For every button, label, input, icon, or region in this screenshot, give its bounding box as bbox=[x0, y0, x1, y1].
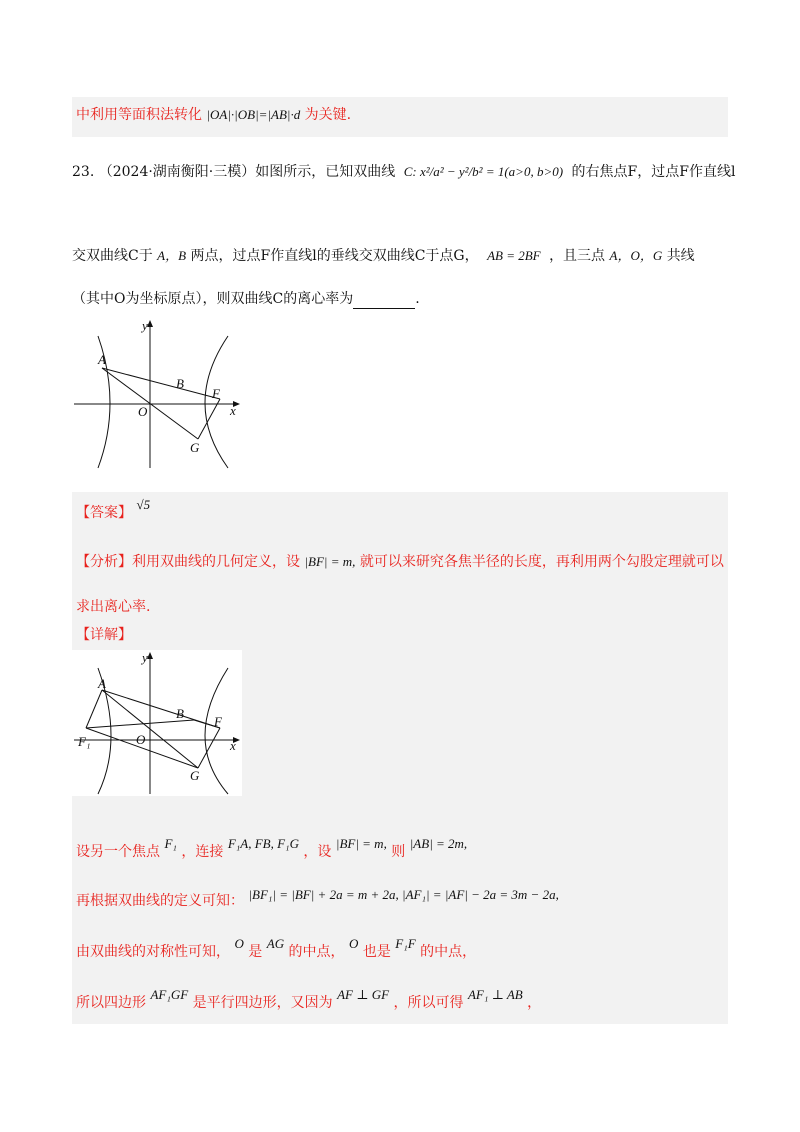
fig2-label-f1: F₁ bbox=[78, 734, 91, 749]
step1-text-1: 设另一个焦点 bbox=[76, 844, 160, 860]
top-note bbox=[76, 105, 351, 125]
step1-formula-4: |AB| = 2m, bbox=[409, 836, 468, 851]
problem-text-1: 如图所示，已知双曲线 bbox=[255, 164, 396, 180]
fig2-label-b: B bbox=[176, 706, 184, 721]
analysis-line-2 bbox=[76, 597, 150, 617]
step3-text-4: 也是 bbox=[362, 944, 391, 960]
analysis-formula: |BF| = m, bbox=[304, 554, 356, 569]
fig2-label-g: G bbox=[190, 768, 200, 783]
problem-text-2: 的右焦点F，过点F作直线l bbox=[571, 164, 736, 180]
curve-equation: C: x²/a² − y²/b² = 1(a>0, b>0) bbox=[403, 164, 564, 179]
step3-text-5: 的中点， bbox=[420, 944, 477, 960]
fig1-label-a: A bbox=[98, 352, 106, 367]
detail-label: 【详解】 bbox=[76, 627, 132, 643]
answer-line bbox=[76, 497, 151, 523]
step-line-1 bbox=[76, 836, 468, 862]
figure-2 bbox=[72, 650, 242, 796]
fig1-right-branch bbox=[205, 336, 228, 468]
fig1-label-g: G bbox=[190, 440, 200, 455]
step-line-3 bbox=[76, 936, 477, 962]
problem-source: （2024·湖南衡阳·三模） bbox=[98, 164, 256, 180]
top-note-suffix: 为关键. bbox=[304, 107, 352, 123]
analysis-label: 【分析】 bbox=[76, 554, 132, 570]
analysis-text-1: 利用双曲线的几何定义，设 bbox=[132, 554, 300, 570]
fig2-label-x: x bbox=[230, 738, 236, 753]
step4-formula-3: AF₁ ⊥ AB bbox=[467, 987, 523, 1002]
fig2-label-o: O bbox=[136, 732, 146, 747]
fig1-line-gf bbox=[198, 399, 220, 439]
fig2-label-f: F bbox=[214, 714, 222, 729]
fig2-label-y: y bbox=[142, 650, 148, 665]
problem-text-7: （其中O为坐标原点），则双曲线C的离心率为 bbox=[72, 291, 354, 307]
step1-text-2: ，连接 bbox=[181, 844, 224, 860]
problem-text-5: ，且三点 bbox=[549, 248, 606, 264]
step4-text-3: ，所以可得 bbox=[393, 995, 464, 1011]
step4-formula-2: AF ⊥ GF bbox=[337, 987, 390, 1002]
step4-text-4: ， bbox=[527, 995, 542, 1011]
top-note-prefix: 中利用等面积法转化 bbox=[76, 107, 202, 123]
analysis-text-3: 求出离心率. bbox=[76, 599, 151, 615]
step3-formula-4: F₁F bbox=[395, 936, 416, 951]
step1-text-3: ，设 bbox=[303, 844, 332, 860]
fig1-line-af bbox=[102, 368, 220, 399]
step3-text-1: 由双曲线的对称性可知， bbox=[76, 944, 230, 960]
analysis-text-2: 就可以来研究各焦半径的长度，再利用两个勾股定理就可以 bbox=[359, 554, 724, 570]
problem-text-6: 共线 bbox=[666, 248, 695, 264]
fig2-label-a: A bbox=[98, 676, 106, 691]
points-aog: A，O，G bbox=[609, 248, 663, 263]
analysis-line-1 bbox=[76, 552, 724, 572]
fig1-label-x: x bbox=[230, 403, 236, 418]
step3-formula-2: AG bbox=[266, 936, 285, 951]
problem-text-3: 交双曲线C于 bbox=[72, 248, 153, 264]
step3-formula-3: O bbox=[349, 936, 359, 951]
step2-formula-1: |BF₁| = |BF| + 2a = m + 2a, |AF₁| = |AF| − 2a = 3m − 2a, bbox=[248, 887, 559, 902]
answer-label: 【答案】 bbox=[76, 505, 132, 521]
step1-formula-3: |BF| = m, bbox=[335, 836, 387, 851]
fig1-y-arrow bbox=[147, 320, 153, 327]
problem-number: 23. bbox=[72, 164, 95, 180]
step-line-2 bbox=[76, 887, 559, 911]
fig1-label-y: y bbox=[142, 318, 148, 333]
top-note-formula: |OA|·|OB|=|AB|·d bbox=[206, 107, 301, 122]
fig1-label-f: F bbox=[212, 386, 220, 401]
answer-blank bbox=[353, 294, 415, 309]
step-line-4 bbox=[76, 987, 542, 1013]
points-ab: A，B bbox=[157, 248, 187, 263]
problem-line-3 bbox=[72, 289, 420, 309]
fig1-label-b: B bbox=[176, 376, 184, 391]
problem-line-1 bbox=[72, 162, 735, 182]
vector-equation: AB = 2BF bbox=[487, 248, 541, 263]
step4-formula-1: AF₁GF bbox=[150, 987, 189, 1002]
problem-text-8: . bbox=[415, 291, 420, 307]
problem-line-2 bbox=[72, 246, 695, 266]
step3-formula-1: O bbox=[234, 936, 244, 951]
step1-text-4: 则 bbox=[391, 844, 406, 860]
step1-formula-1: F₁ bbox=[164, 836, 177, 851]
answer-value: √5 bbox=[136, 497, 151, 512]
step1-formula-2: F₁A, FB, F₁G bbox=[227, 836, 299, 851]
fig1-label-o: O bbox=[138, 404, 148, 419]
step2-text-1: 再根据双曲线的定义可知： bbox=[76, 893, 244, 909]
step4-text-1: 所以四边形 bbox=[76, 995, 146, 1011]
problem-text-4: 两点，过点F作直线l的垂线交双曲线C于点G， bbox=[190, 248, 479, 264]
step3-text-2: 是 bbox=[248, 944, 263, 960]
step4-text-2: 是平行四边形，又因为 bbox=[192, 995, 333, 1011]
figure-1 bbox=[72, 318, 242, 470]
step3-text-3: 的中点， bbox=[288, 944, 345, 960]
